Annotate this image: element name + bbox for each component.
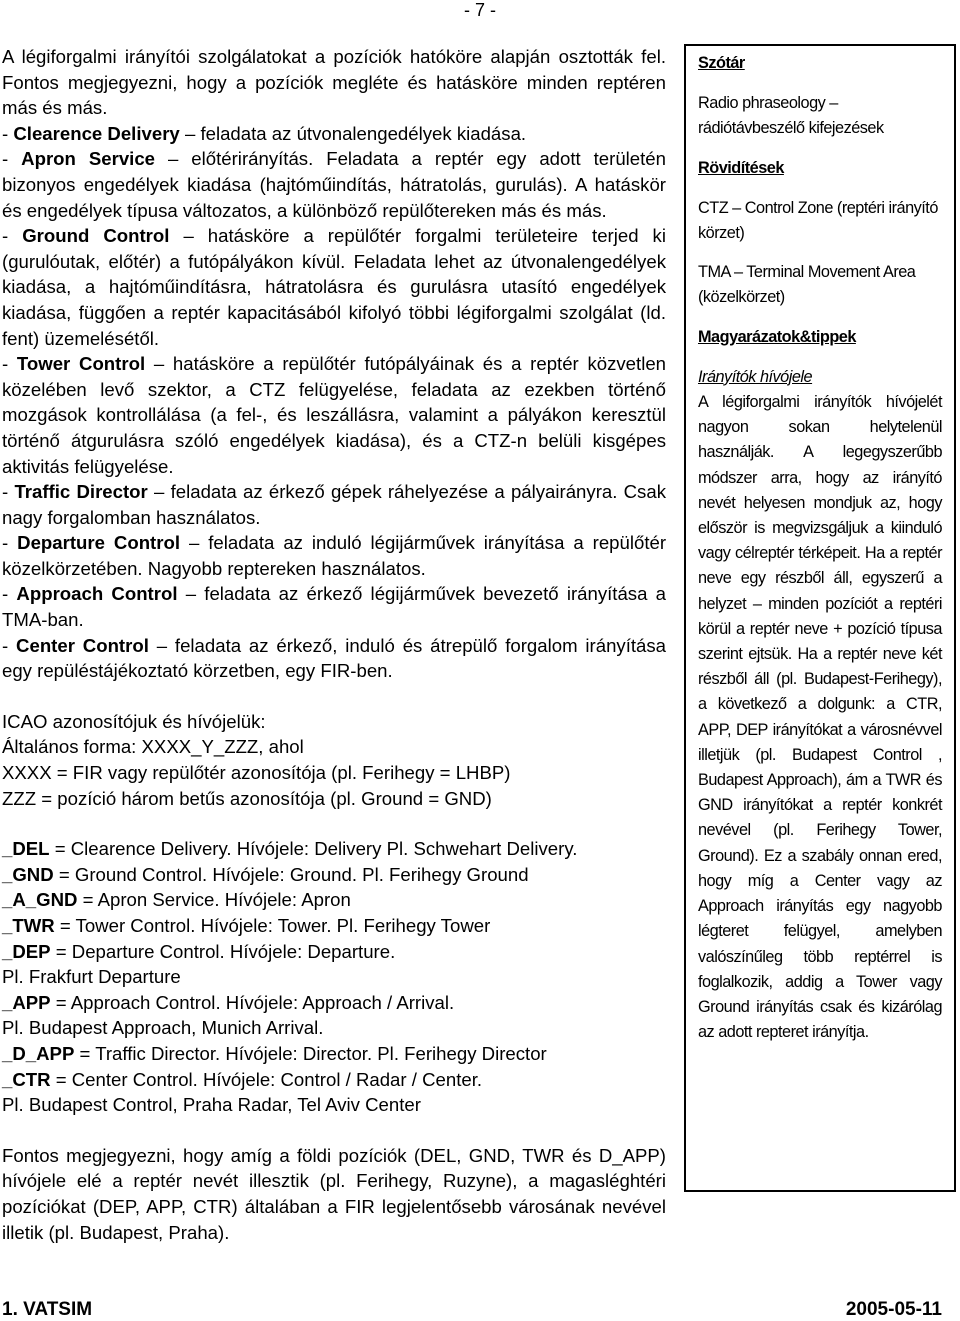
callsign-line	[2, 913, 666, 939]
position-item	[2, 351, 666, 479]
callsign-line	[2, 836, 666, 862]
position-description: – előtérirányítás. Feladata a reptér egy adott területén bizonyos engedélyek kiadása (hajtóműindítás, hátratolás, gurulás). A hatáskör és engedélyek típusa változatos, a különböző repülőtereken más és más.	[2, 148, 666, 221]
icao-line: ZZZ = pozíció három betűs azonosítója (pl. Ground = GND)	[2, 787, 492, 809]
position-name: Approach Control	[16, 583, 178, 605]
callsign-description: = Apron Service. Hívójele: Apron	[77, 889, 351, 911]
main-column	[2, 44, 666, 1245]
callsign-description: = Center Control. Hívójele: Control / Radar / Center.	[50, 1068, 483, 1090]
callsign-code: _DEL	[2, 838, 50, 860]
position-name: Traffic Director	[14, 481, 148, 503]
position-name: Apron Service	[21, 148, 156, 170]
callsign-line	[2, 887, 666, 913]
footer-left: 1. VATSIM	[2, 1299, 93, 1320]
callsign-description: Pl. Budapest Approach, Munich Arrival.	[2, 1017, 324, 1039]
position-item	[2, 121, 666, 147]
dictionary-title: Szótár	[698, 54, 745, 72]
position-dash: -	[2, 148, 22, 170]
position-item	[2, 633, 666, 684]
position-item	[2, 223, 666, 351]
icao-line: Általános forma: XXXX_Y_ZZZ, ahol	[2, 736, 304, 758]
position-name: Ground Control	[22, 225, 170, 247]
tips-title: Magyarázatok&tippek	[698, 327, 856, 346]
tips-text: A légiforgalmi irányítók hívójelét nagyon sokan helytelenül használják. A legegyszerűbb módszer arra, hogy az irányító nevét helyesen mondjuk az, hogy először is megvizsgáljuk a kiinduló vagy célreptér térképeit. Ha a reptér neve egy részből áll, egyszerű a helyzet – minden pozíciót a reptéri körül a reptér neve + pozíció típusa szerint ejtsük. Ha a reptér neve két részből áll (pl. Budapest-Ferihegy), a következő a dolgunk: a CTR, APP, DEP irányítókat a városnévvel illetjük (pl. Budapest Control , Budapest Approach), ám a TWR és GND irányítókat a reptér konkrét nevével (pl. Ferihegy Tower, Ground). Ez a szabály onnan ered, hogy míg a Center vagy az Approach irányítás egy nagyobb légteret felügyel, amelyben valószínűleg több reptérrel is foglalkozik, addig a Tower vagy Ground irányítás csak és kizárólag az adott repteret irányítja.	[698, 393, 942, 1042]
callsign-code: _D_APP	[2, 1042, 75, 1064]
position-dash: -	[2, 532, 18, 554]
position-item	[2, 581, 666, 632]
position-description: – feladata az érkező légijárművek bevezető irányítása a TMA-ban.	[2, 583, 667, 631]
position-dash: -	[2, 634, 17, 656]
callsign-line	[2, 862, 666, 888]
footer-date: 2005-05-11	[845, 1299, 942, 1320]
callsign-description: = Approach Control. Hívójele: Approach / Arrival.	[50, 991, 455, 1013]
position-description: – feladata az induló légijárművek irányítása a repülőtér közelkörzetében. Nagyobb reptereken használatos.	[2, 532, 667, 579]
abbreviation-ctz: CTZ – Control Zone (reptéri irányító körzet)	[698, 198, 938, 243]
abbreviation-tma: TMA – Terminal Movement Area (közelkörzet)	[698, 263, 916, 307]
position-item	[2, 146, 666, 223]
callsign-line	[2, 1015, 666, 1041]
positions-list	[2, 121, 666, 684]
position-dash: -	[2, 583, 17, 605]
icao-section	[2, 709, 666, 811]
callsign-code: _CTR	[2, 1068, 51, 1090]
position-description: – feladata az érkező gépek ráhelyezése a pályairányra. Csak nagy forgalomban használatos.	[2, 481, 666, 528]
closing-paragraph: Fontos megjegyezni, hogy amíg a földi pozíciók (DEL, GND, TWR és D_APP) hívójele elé a reptér nevét illesztik (pl. Ferihegy, Ruzyne), a magasléghtéri pozíciókat (DEP, APP, CTR) általában a FIR legjelentősebb városának nevével illetik (pl. Budapest, Praha).	[2, 1144, 666, 1243]
position-item	[2, 530, 666, 581]
callsign-code: _A_GND	[2, 889, 78, 911]
callsign-line	[2, 939, 666, 965]
position-dash: -	[2, 481, 15, 503]
position-description: – hatásköre a repülőtér forgalmi területeire terjed ki (gurulóutak, előtér) a futópályákon kívül. Feladata lehet az útvonalengedélyek kiadása, a hajtóműindításra, hátratolásra és gurulásra utasító engedélyek kiadása, függően a reptér kapacitásából kifolyó többi légiforgalmi szolgálat (ld. fent) üzemelésétől.	[2, 225, 666, 349]
icao-line: ICAO azonosítójuk és hívójelük:	[2, 710, 266, 732]
position-description: – hatásköre a repülőtér futópályáinak és a reptér közvetlen közelében levő szektor, a CTZ felügyelése, feladata az ezekben történő mozgások kontrollálása (a fel-, és leszállásra, valamint a pályákon keresztül történő átgurulásra szóló engedélyek kiadása), és a CTZ-n belüli kisgépes aktivitás felügyelése.	[2, 353, 667, 477]
position-description: – feladata az érkező, induló és átrepülő forgalom irányítása egy repüléstájékoztató körzetben, egy FIR-ben.	[2, 634, 667, 682]
position-name: Clearence Delivery	[13, 122, 180, 144]
callsign-list	[2, 836, 666, 1118]
position-dash: -	[2, 225, 23, 247]
tips-subtitle: Irányítók hívójele	[698, 367, 813, 386]
callsign-line	[2, 1041, 666, 1067]
callsign-code: _APP	[2, 991, 51, 1013]
callsign-description: Pl. Frakfurt Departure	[2, 966, 181, 988]
page-number: - 7 -	[463, 0, 496, 20]
position-name: Center Control	[16, 634, 149, 656]
position-name: Tower Control	[16, 353, 146, 375]
callsign-line	[2, 1092, 666, 1118]
intro-paragraph: A légiforgalmi irányítói szolgálatokat a pozíciók hatóköre alapján osztották fel. Fontos megjegyezni, hogy a pozíciók megléte és hatásköre minden reptéren más és más.	[2, 46, 666, 119]
position-dash: -	[2, 122, 14, 144]
callsign-code: _GND	[2, 863, 54, 885]
callsign-line	[2, 1067, 666, 1093]
position-dash: -	[2, 353, 17, 375]
position-description: – feladata az útvonalengedélyek kiadása.	[179, 122, 527, 144]
callsign-description: = Departure Control. Hívójele: Departure.	[50, 940, 396, 962]
callsign-description: = Traffic Director. Hívójele: Director. Pl. Ferihegy Director	[74, 1042, 547, 1064]
abbreviations-title: Rövidítések	[698, 158, 784, 177]
icao-line: XXXX = FIR vagy repülőtér azonosítója (pl. Ferihegy = LHBP)	[2, 762, 511, 784]
callsign-description: Pl. Budapest Control, Praha Radar, Tel Aviv Center	[2, 1094, 421, 1116]
callsign-description: = Tower Control. Hívójele: Tower. Pl. Ferihegy Tower	[54, 915, 491, 936]
callsign-description: = Ground Control. Hívójele: Ground. Pl. Ferihegy Ground	[53, 863, 529, 885]
position-name: Departure Control	[17, 532, 181, 554]
sidebar-box	[684, 44, 956, 1192]
callsign-description: = Clearence Delivery. Hívójele: Delivery Pl. Schwehart Delivery.	[49, 838, 578, 860]
position-item	[2, 479, 666, 530]
callsign-code: _DEP	[2, 940, 51, 962]
callsign-line	[2, 990, 666, 1016]
dictionary-entry: Radio phraseology – rádiótávbeszélő kifejezések	[698, 94, 884, 138]
callsign-line	[2, 964, 666, 990]
callsign-code: _TWR	[2, 915, 55, 936]
